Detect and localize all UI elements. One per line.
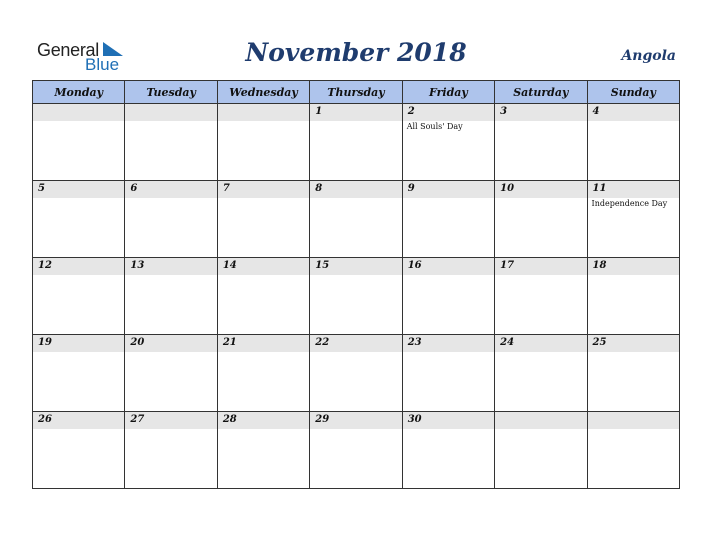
day-cell (125, 181, 217, 258)
day-cell (310, 335, 402, 412)
weekday-header: Sunday (587, 81, 679, 104)
day-number: 15 (315, 260, 330, 271)
day-cell (402, 104, 494, 181)
day-number: 25 (592, 337, 607, 348)
day-number: 2 (407, 106, 415, 117)
day-cell (217, 104, 309, 181)
holiday-label (125, 121, 216, 122)
holiday-label (33, 429, 124, 430)
day-number: 12 (38, 260, 52, 271)
holiday-label (310, 275, 401, 276)
calendar-body (33, 104, 680, 489)
day-number-bar (495, 181, 586, 198)
day-number-bar (218, 258, 309, 275)
day-cell (495, 181, 587, 258)
holiday-label (588, 275, 679, 276)
holiday-label (33, 121, 124, 122)
day-number-bar (218, 335, 309, 352)
day-number: 10 (500, 183, 515, 194)
day-cell (33, 412, 125, 489)
holiday-label: All Souls' Day (406, 122, 463, 131)
holiday-label (125, 198, 216, 199)
holiday-label (495, 275, 586, 276)
day-number-bar (403, 181, 494, 198)
day-number-bar (310, 181, 401, 198)
day-cell (33, 335, 125, 412)
day-number: 11 (592, 183, 607, 194)
day-cell (495, 335, 587, 412)
calendar-grid (32, 80, 680, 489)
country-label: Angola (621, 48, 676, 64)
day-number-bar (495, 104, 586, 121)
day-cell (217, 181, 309, 258)
holiday-label (218, 198, 309, 199)
day-cell (310, 181, 402, 258)
day-number-bar (125, 412, 216, 429)
day-cell (125, 335, 217, 412)
day-number-bar (125, 335, 216, 352)
day-number-bar (33, 412, 124, 429)
weekday-header: Tuesday (125, 81, 217, 104)
day-cell (125, 412, 217, 489)
day-number-bar (218, 412, 309, 429)
holiday-label (310, 429, 401, 430)
logo-text-blue: Blue (85, 55, 120, 74)
holiday-label (33, 352, 124, 353)
holiday-label (310, 198, 401, 199)
week-row (33, 335, 680, 412)
day-cell (33, 181, 125, 258)
day-number-bar (495, 335, 586, 352)
day-number-bar (310, 335, 401, 352)
holiday-label (495, 198, 586, 199)
holiday-label (218, 429, 309, 430)
day-number: 5 (38, 183, 45, 194)
weekday-header: Friday (402, 81, 494, 104)
day-number: 30 (407, 414, 422, 425)
holiday-label (403, 352, 494, 353)
day-number-bar (310, 258, 401, 275)
holiday-label (403, 198, 494, 199)
day-cell (402, 258, 494, 335)
day-number: 29 (315, 414, 330, 425)
day-cell (495, 412, 587, 489)
day-number: 24 (500, 337, 515, 348)
holiday-label (218, 121, 309, 122)
week-row (33, 104, 680, 181)
day-number: 6 (130, 183, 138, 194)
day-number: 18 (592, 260, 607, 271)
holiday-label (403, 429, 494, 430)
day-cell (217, 335, 309, 412)
day-number-bar (33, 181, 124, 198)
holiday-label (588, 429, 679, 430)
day-number-bar (403, 258, 494, 275)
holiday-label (125, 429, 216, 430)
day-number-bar (588, 104, 679, 121)
day-number-bar (495, 412, 586, 429)
day-number: 23 (407, 337, 422, 348)
day-number-bar (125, 181, 216, 198)
holiday-label (310, 121, 401, 122)
holiday-label (125, 275, 216, 276)
day-cell (310, 258, 402, 335)
weekday-header: Saturday (495, 81, 587, 104)
day-number: 19 (38, 337, 52, 348)
day-cell (310, 412, 402, 489)
day-number-bar (125, 104, 216, 121)
page-title: November 2018 (245, 38, 467, 67)
day-number-bar (310, 412, 401, 429)
day-number: 22 (315, 337, 330, 348)
day-number-bar (125, 258, 216, 275)
day-number: 21 (222, 337, 237, 348)
holiday-label (310, 352, 401, 353)
week-row (33, 181, 680, 258)
day-number: 27 (130, 414, 145, 425)
day-number: 1 (315, 106, 323, 117)
day-number: 26 (38, 414, 52, 425)
holiday-label (218, 352, 309, 353)
day-number: 20 (130, 337, 145, 348)
day-number-bar (495, 258, 586, 275)
day-number-bar (403, 412, 494, 429)
holiday-label (495, 121, 586, 122)
day-number: 9 (407, 183, 415, 194)
holiday-label: Independence Day (591, 199, 668, 208)
day-number-bar (403, 104, 494, 121)
weekday-header-row (33, 81, 680, 104)
day-cell (587, 104, 679, 181)
day-number: 13 (130, 260, 145, 271)
weekday-header: Thursday (310, 81, 402, 104)
day-cell (587, 258, 679, 335)
day-number: 8 (315, 183, 323, 194)
day-cell (402, 412, 494, 489)
holiday-label (588, 352, 679, 353)
day-cell (587, 412, 679, 489)
day-number: 14 (222, 260, 237, 271)
day-cell (402, 335, 494, 412)
holiday-label (495, 352, 586, 353)
day-cell (125, 258, 217, 335)
day-cell (495, 258, 587, 335)
day-number-bar (588, 181, 679, 198)
day-cell (402, 181, 494, 258)
day-number: 16 (407, 260, 422, 271)
day-cell (587, 335, 679, 412)
weekday-header: Monday (33, 81, 125, 104)
day-number: 17 (500, 260, 515, 271)
holiday-label (33, 198, 124, 199)
day-number-bar (33, 258, 124, 275)
week-row (33, 412, 680, 489)
day-cell (125, 104, 217, 181)
day-number-bar (588, 412, 679, 429)
day-number-bar (310, 104, 401, 121)
holiday-label (125, 352, 216, 353)
day-cell (217, 412, 309, 489)
day-number-bar (218, 104, 309, 121)
holiday-label (403, 275, 494, 276)
day-cell (310, 104, 402, 181)
day-number-bar (218, 181, 309, 198)
week-row (33, 258, 680, 335)
day-number-bar (403, 335, 494, 352)
day-cell (587, 181, 679, 258)
day-cell (495, 104, 587, 181)
day-number: 28 (222, 414, 237, 425)
day-cell (33, 104, 125, 181)
logo-text-general: General (37, 40, 99, 60)
day-number-bar (33, 335, 124, 352)
holiday-label (218, 275, 309, 276)
day-number: 4 (592, 106, 600, 117)
holiday-label (588, 121, 679, 122)
holiday-label (33, 275, 124, 276)
day-cell (217, 258, 309, 335)
holiday-label (495, 429, 586, 430)
day-number: 3 (500, 106, 508, 117)
day-cell (33, 258, 125, 335)
day-number-bar (33, 104, 124, 121)
day-number-bar (588, 258, 679, 275)
day-number-bar (588, 335, 679, 352)
day-number: 7 (222, 183, 230, 194)
weekday-header: Wednesday (217, 81, 309, 104)
